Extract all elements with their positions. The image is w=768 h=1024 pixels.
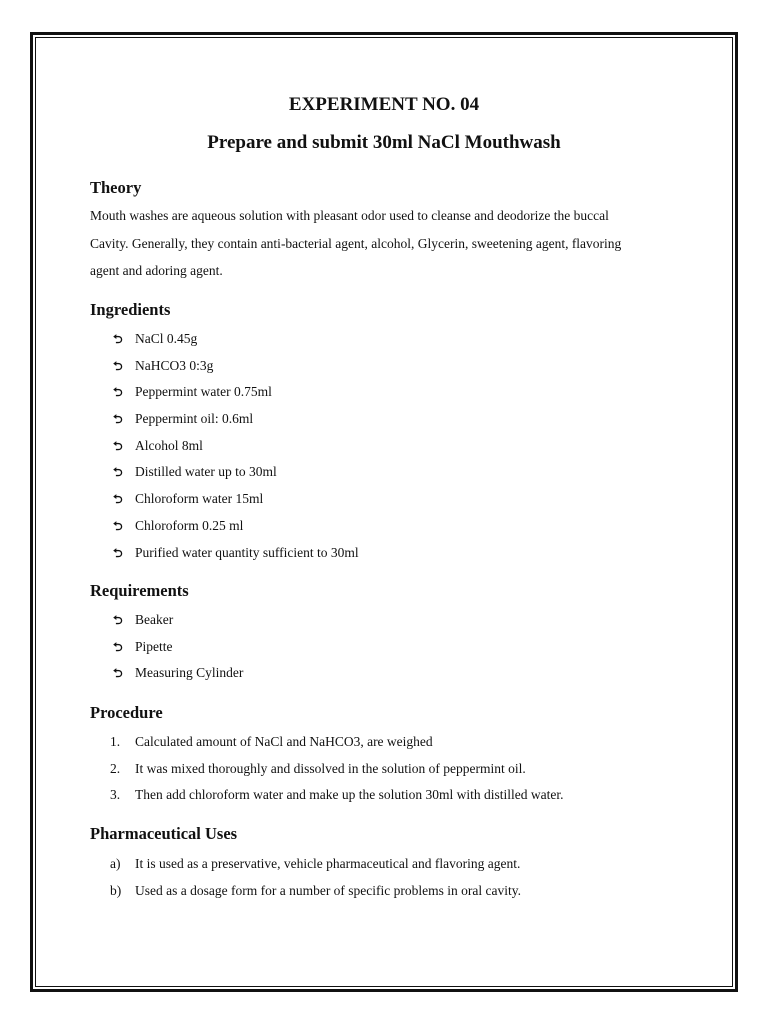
uses-heading: Pharmaceutical Uses	[90, 824, 238, 843]
theory-line: Mouth washes are aqueous solution with pleasant odor used to cleanse and deodorize the buccal	[90, 208, 609, 223]
list-item: b) Used as a dosage form for a number of specific problems in oral cavity.	[110, 882, 521, 898]
list-item: ⮌ Chloroform water 15ml	[90, 486, 690, 513]
list-item: ⮌ Purified water quantity sufficient to 30ml	[90, 540, 690, 567]
arrow-bullet-icon: ⮌	[113, 545, 123, 560]
arrow-bullet-icon: ⮌	[113, 332, 123, 346]
list-item: 3. Then add chloroform water and make up the solution 30ml with distilled water.	[110, 787, 564, 803]
list-item: a) It is used as a preservative, vehicle pharmaceutical and flavoring agent.	[110, 856, 521, 871]
arrow-bullet-icon: ⮌	[113, 412, 123, 427]
arrow-bullet-icon: ⮌	[113, 639, 123, 654]
procedure-list	[90, 729, 690, 809]
ingredients-list	[90, 326, 690, 566]
experiment-title: EXPERIMENT NO. 04	[288, 94, 480, 115]
theory-paragraph	[90, 202, 690, 285]
arrow-bullet-icon: ⮌	[113, 358, 123, 373]
list-item: 2. It was mixed thoroughly and dissolved in the solution of peppermint oil.	[110, 760, 526, 776]
uses-list	[90, 851, 690, 904]
arrow-bullet-icon: ⮌	[113, 492, 123, 507]
list-item: ⮌ NaCl 0.45g	[90, 326, 690, 353]
list-item: ⮌ Measuring Cylinder	[90, 660, 690, 687]
arrow-bullet-icon: ⮌	[113, 666, 123, 681]
list-item: ⮌ Peppermint oil: 0.6ml	[90, 406, 690, 433]
arrow-bullet-icon: ⮌	[113, 613, 123, 627]
requirements-heading: Requirements	[90, 581, 189, 600]
list-item: ⮌ Beaker	[90, 607, 690, 634]
arrow-bullet-icon: ⮌	[113, 438, 123, 453]
list-item: ⮌ Chloroform 0.25 ml	[90, 513, 690, 540]
arrow-bullet-icon: ⮌	[113, 385, 123, 400]
requirements-list	[90, 607, 690, 687]
list-item: ⮌ Alcohol 8ml	[90, 433, 690, 460]
list-item: ⮌ Peppermint water 0.75ml	[90, 379, 690, 406]
list-item: ⮌ NaHCO3 0:3g	[90, 353, 690, 380]
experiment-subtitle: Prepare and submit 30ml NaCl Mouthwash	[207, 132, 561, 153]
procedure-heading: Procedure	[90, 703, 163, 722]
list-item: ⮌ Distilled water up to 30ml	[90, 459, 690, 486]
arrow-bullet-icon: ⮌	[113, 518, 123, 533]
theory-line: agent and adoring agent.	[90, 263, 223, 278]
arrow-bullet-icon: ⮌	[113, 465, 123, 480]
theory-line: Cavity. Generally, they contain anti-bacterial agent, alcohol, Glycerin, sweetening agent, flavoring	[90, 235, 622, 251]
list-item: ⮌ Pipette	[90, 634, 690, 661]
list-item: 1. Calculated amount of NaCl and NaHCO3, are weighed	[110, 734, 433, 749]
ingredients-heading: Ingredients	[90, 300, 171, 319]
theory-heading: Theory	[90, 178, 142, 197]
